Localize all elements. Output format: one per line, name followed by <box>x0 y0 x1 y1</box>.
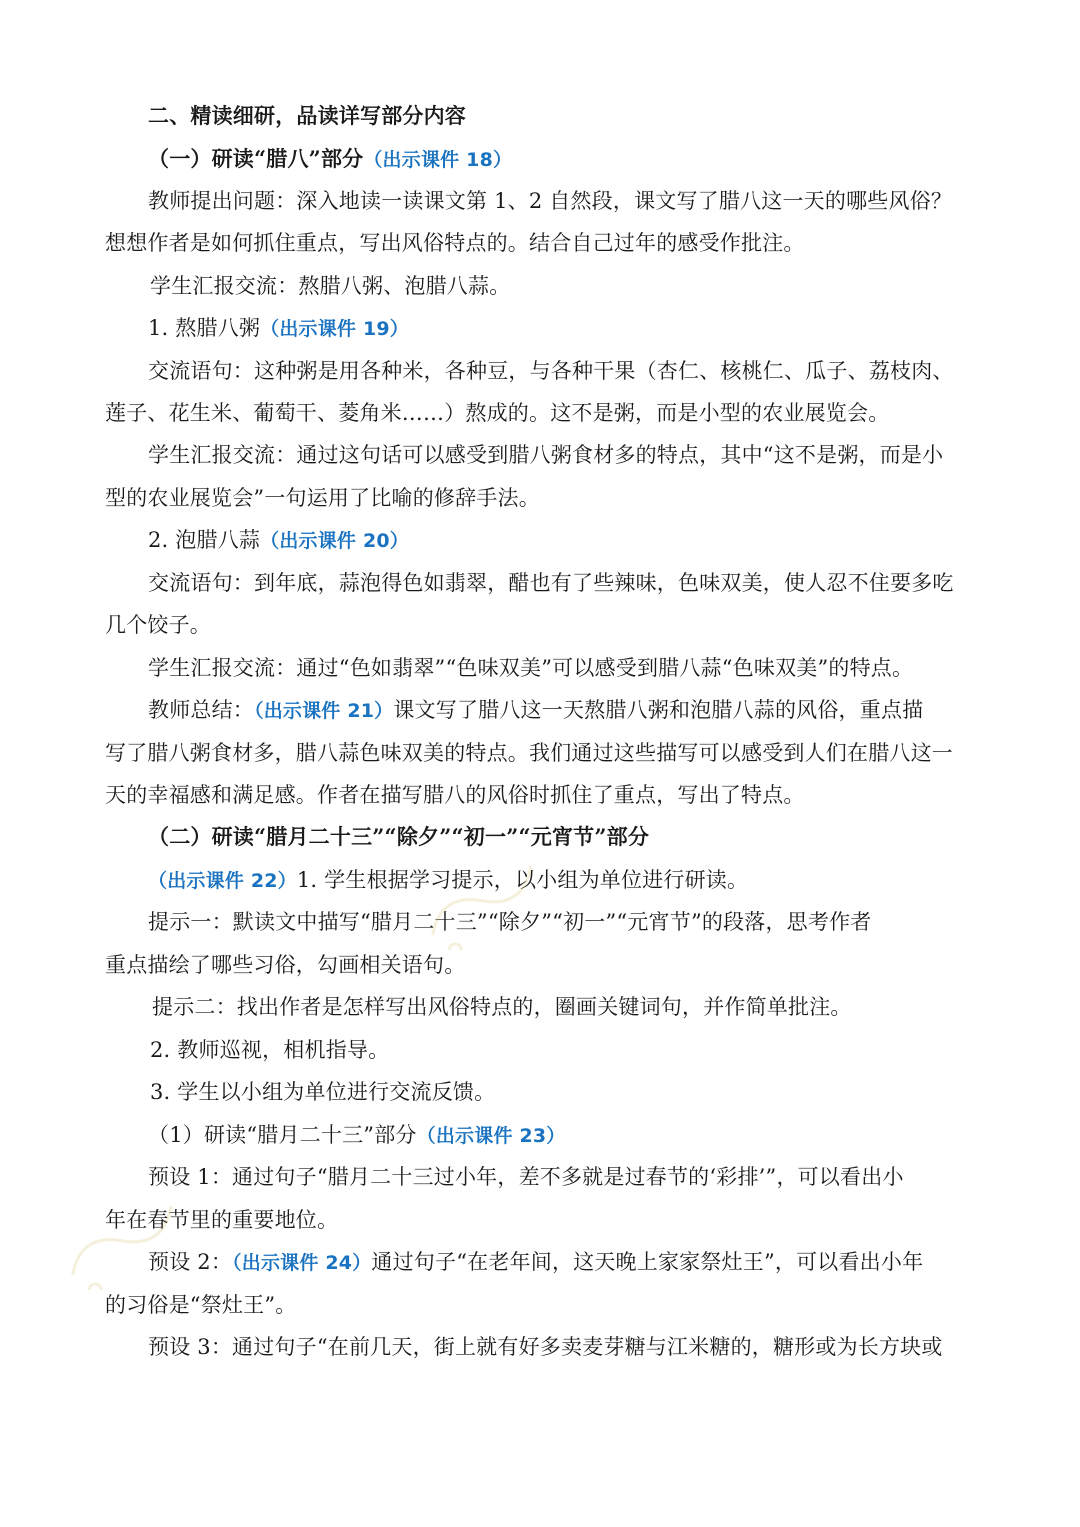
courseware-ref-19: （出示课件 19） <box>260 318 409 340</box>
paragraph-line: 教师总结：（出示课件 21）课文写了腊八这一天熬腊八粥和泡腊八蒜的风俗，重点描 <box>148 698 924 722</box>
courseware-ref-22: （出示课件 22） <box>148 870 297 892</box>
paragraph-line: 重点描绘了哪些习俗，勾画相关语句。 <box>105 953 466 977</box>
item-heading-2: 2. 泡腊八蒜（出示课件 20） <box>148 528 409 552</box>
paragraph-line: 想想作者是如何抓住重点，写出风俗特点的。结合自己过年的感受作批注。 <box>105 231 805 255</box>
courseware-ref-23: （出示课件 23） <box>416 1125 566 1147</box>
quote-line: 莲子、花生米、葡萄干、菱角米……）熬成的。这不是粥，而是小型的农业展览会。 <box>105 401 890 425</box>
paragraph-line: 的习俗是“祭灶王”。 <box>105 1293 297 1317</box>
paragraph-line: 天的幸福感和满足感。作者在描写腊八的风俗时抓住了重点，写出了特点。 <box>105 783 805 807</box>
courseware-ref-24: （出示课件 24） <box>232 1252 372 1274</box>
paragraph-line: 学生汇报交流：通过这句话可以感受到腊八粥食材多的特点，其中“这不是粥，而是小 <box>148 443 944 467</box>
paragraph-line: 提示二：找出作者是怎样写出风俗特点的，圈画关键词句，并作简单批注。 <box>152 995 852 1019</box>
paragraph-line: 预设 2：（出示课件 24）通过句子“在老年间，这天晚上家家祭灶王”，可以看出小年 <box>148 1250 924 1274</box>
paragraph-line: （出示课件 22）1. 学生根据学习提示，以小组为单位进行研读。 <box>148 868 749 892</box>
paragraph-line: 型的农业展览会”一句运用了比喻的修辞手法。 <box>105 486 540 510</box>
paragraph-line: 学生汇报交流：通过“色如翡翠”“色味双美”可以感受到腊八蒜“色味双美”的特点。 <box>148 656 914 680</box>
item-heading-1: 1. 熬腊八粥（出示课件 19） <box>148 316 409 340</box>
paragraph-line: 学生汇报交流：熬腊八粥、泡腊八蒜。 <box>150 274 511 298</box>
watermark-mark <box>40 1180 220 1290</box>
courseware-ref-18: （出示课件 18） <box>363 149 513 171</box>
paragraph-line: 年在春节里的重要地位。 <box>105 1208 339 1232</box>
paragraph-line: 2. 教师巡视，相机指导。 <box>150 1038 390 1062</box>
courseware-ref-21: （出示课件 21） <box>254 700 394 722</box>
watermark-mark <box>400 840 580 950</box>
paragraph-line: 提示一：默读文中描写“腊月二十三”“除夕”“初一”“元宵节”的段落，思考作者 <box>148 910 872 934</box>
quote-line: 交流语句：到年底，蒜泡得色如翡翠，醋也有了些辣味，色味双美，使人忍不住要多吃 <box>148 571 954 595</box>
quote-line: 交流语句：这种粥是用各种米，各种豆，与各种干果（杏仁、核桃仁、瓜子、荔枝肉、 <box>148 359 954 383</box>
paragraph-line: 3. 学生以小组为单位进行交流反馈。 <box>150 1080 496 1104</box>
paragraph-line: 写了腊八粥食材多，腊八蒜色味双美的特点。我们通过这些描写可以感受到人们在腊八这一 <box>105 741 953 765</box>
subheading-laba: （一）研读“腊八”部分（出示课件 18） <box>148 146 513 171</box>
paragraph-line: 教师提出问题：深入地读一读课文第 1、2 自然段，课文写了腊八这一天的哪些风俗？ <box>148 189 953 213</box>
paragraph-line: 预设 3：通过句子“在前几天，街上就有好多卖麦芽糖与江米糖的，糖形或为长方块或 <box>148 1335 943 1359</box>
quote-line: 几个饺子。 <box>105 613 211 637</box>
section-heading-2: 二、精读细研，品读详写部分内容 <box>148 103 466 128</box>
subheading-festivals: （二）研读“腊月二十三”“除夕”“初一”“元宵节”部分 <box>148 824 650 849</box>
paragraph-line: 预设 1：通过句子“腊月二十三过小年，差不多就是过春节的‘彩排’”，可以看出小 <box>148 1165 904 1189</box>
courseware-ref-20: （出示课件 20） <box>260 530 409 552</box>
item-heading-3: （1）研读“腊月二十三”部分（出示课件 23） <box>148 1123 566 1147</box>
